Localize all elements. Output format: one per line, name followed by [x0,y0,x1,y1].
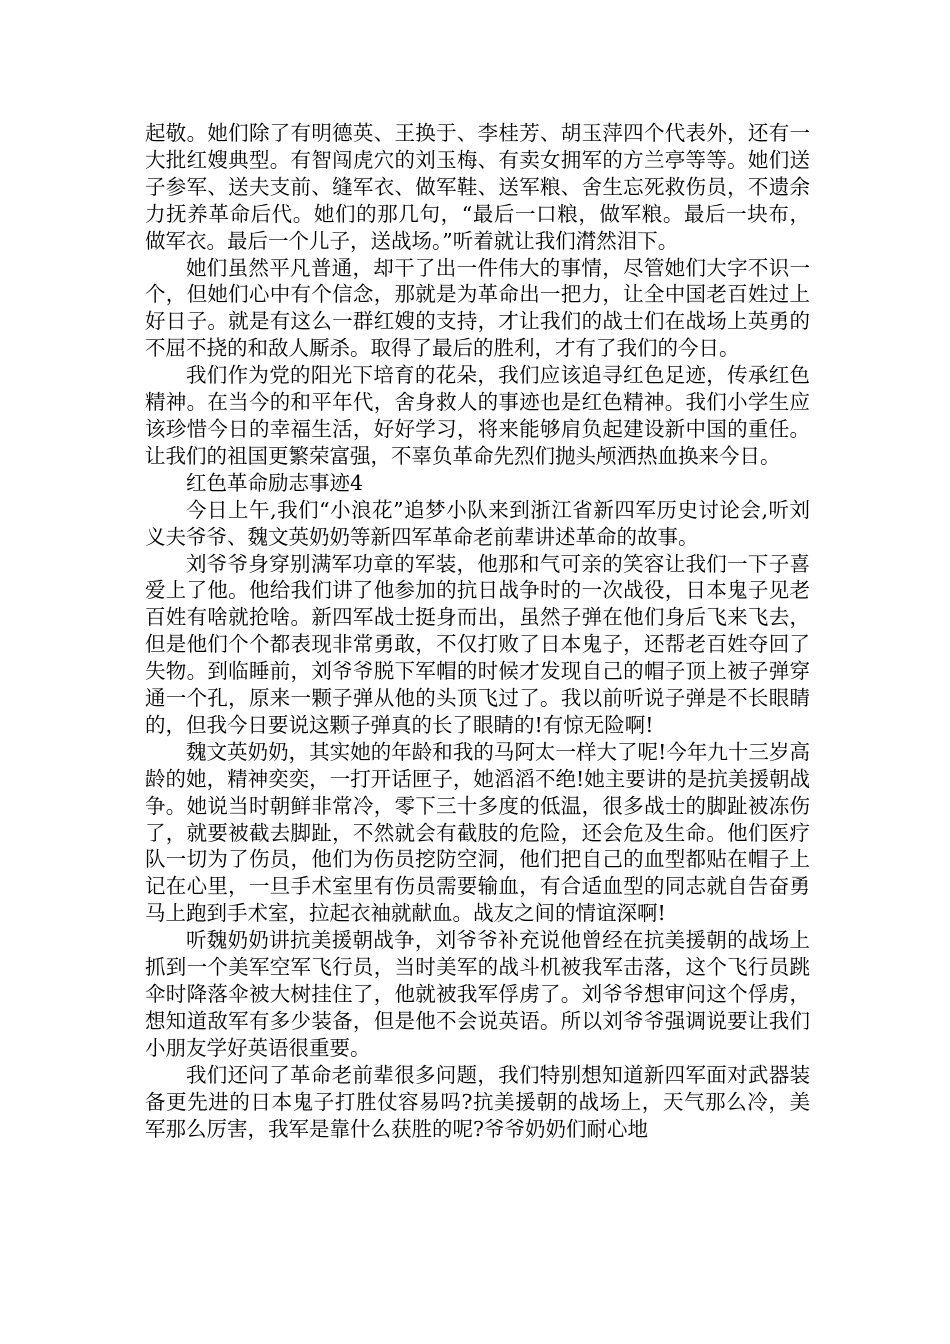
paragraph-8: 我们还问了革命老前辈很多问题，我们特别想知道新四军面对武器装备更先进的日本鬼子打胜仗容易吗?抗美援朝的战场上，天气那么冷，美军那么厉害，我军是靠什么获胜的呢?爷爷奶奶们耐心地 [145,1062,810,1141]
document-page [145,120,810,1142]
paragraph-2: 她们虽然平凡普通，却干了出一件伟大的事情，尽管她们大字不识一个，但她们心中有个信念，那就是为革命出一把力，让全中国老百姓过上好日子。就是有这么一群红嫂的支持，才让我们的战士们在战场上英勇的不屈不挠的和敌人厮杀。取得了最后的胜利，才有了我们的今日。 [145,255,810,361]
paragraph-1: 起敬。她们除了有明德英、王换于、李桂芳、胡玉萍四个代表外，还有一大批红嫂典型。有智闯虎穴的刘玉梅、有卖女拥军的方兰亭等等。她们送子参军、送夫支前、缝军衣、做军鞋、送军粮、舍生忘死救伤员，不遗余力抚养革命后代。她们的那几句，“最后一口粮，做军粮。最后一块布，做军衣。最后一个儿子，送战场。”听着就让我们潸然泪下。 [145,121,810,253]
paragraph-6: 魏文英奶奶，其实她的年龄和我的马阿太一样大了呢!今年九十三岁高龄的她，精神奕奕，一打开话匣子，她滔滔不绝!她主要讲的是抗美援朝战争。她说当时朝鲜非常冷，零下三十多度的低温，很多战士的脚趾被冻伤了，就要被截去脚趾，不然就会有截肢的危险，还会危及生命。他们医疗队一切为了伤员，他们为伤员挖防空洞，他们把自己的血型都贴在帽子上记在心里，一旦手术室里有伤员需要输血，有合适血型的同志就自告奋勇马上跑到手术室，拉起衣袖就献血。战友之间的情谊深啊! [145,739,810,926]
paragraph-4: 今日上午,我们“小浪花”追梦小队来到浙江省新四军历史讨论会,听刘义夫爷爷、魏文英奶奶等新四军革命老前辈讲述革命的故事。 [145,497,810,549]
paragraph-3: 我们作为党的阳光下培育的花朵，我们应该追寻红色足迹，传承红色精神。在当今的和平年代，舍身救人的事迹也是红色精神。我们小学生应该珍惜今日的幸福生活，好好学习，将来能够肩负起建设新中国的重任。让我们的祖国更繁荣富强，不辜负革命先烈们抛头颅洒热血换来今日。 [145,363,810,468]
paragraph-5: 刘爷爷身穿别满军功章的军装，他那和气可亲的笑容让我们一下子喜爱上了他。他给我们讲了他参加的抗日战争时的一次战役，日本鬼子见老百姓有啥就抢啥。新四军战士挺身而出，虽然子弹在他们身后飞来飞去，但是他们个个都表现非常勇敢，不仅打败了日本鬼子，还帮老百姓夺回了失物。到临睡前，刘爷爷脱下军帽的时候才发现自己的帽子顶上被子弹穿通一个孔，原来一颗子弹从他的头顶飞过了。我以前听说子弹是不长眼睛的，但我今日要说这颗子弹真的长了眼睛的!有惊无险啊! [145,551,810,737]
paragraph-7: 听魏奶奶讲抗美援朝战争，刘爷爷补充说他曾经在抗美援朝的战场上抓到一个美军空军飞行员，当时美军的战斗机被我军击落，这个飞行员跳伞时降落伞被大树挂住了，他就被我军俘虏了。刘爷爷想审问这个俘虏，想知道敌军有多少装备，但是他不会说英语。所以刘爷爷强调说要让我们小朋友学好英语很重要。 [145,928,810,1060]
section-heading: 红色革命励志事迹4 [186,470,364,495]
